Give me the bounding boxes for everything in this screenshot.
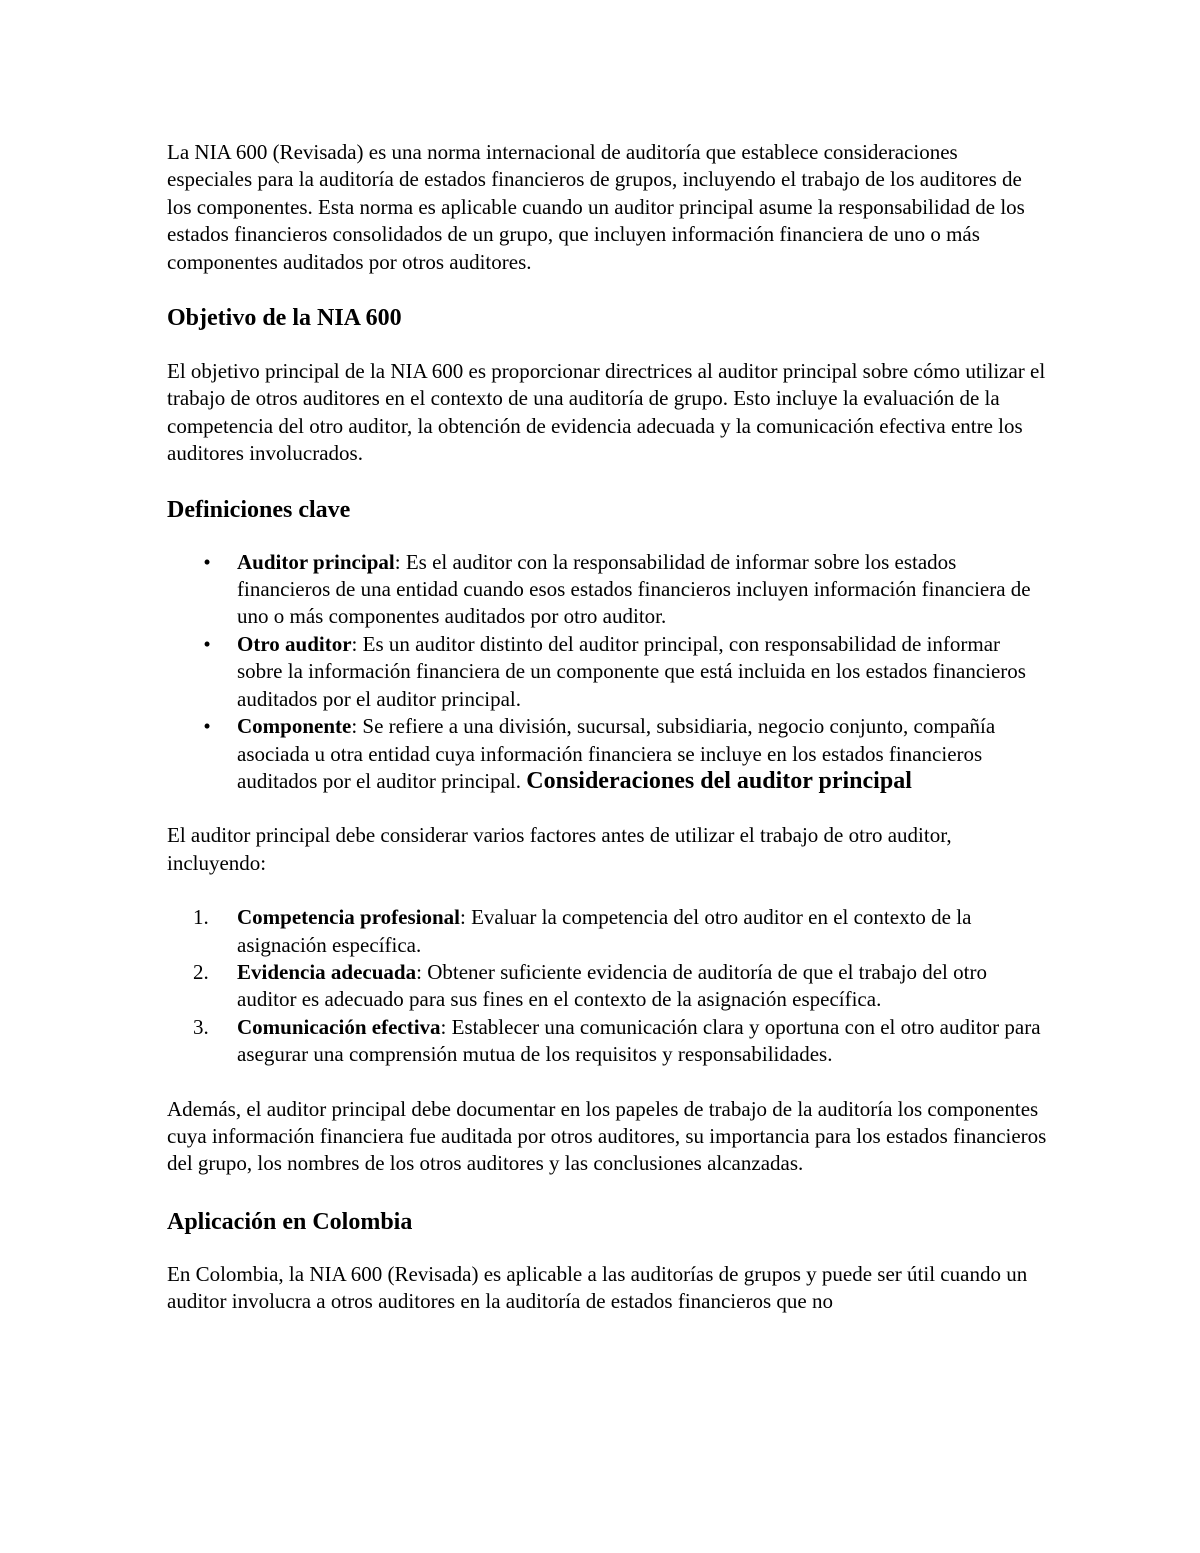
heading-consideraciones: Consideraciones del auditor principal <box>526 767 912 794</box>
document-page <box>167 139 1047 1316</box>
list-item <box>167 1014 1047 1069</box>
bullet-icon: • <box>203 714 211 739</box>
intro-paragraph: La NIA 600 (Revisada) es una norma internacional de auditoría que establece consideraciones especiales para la auditoría de estados financieros de grupos, incluyendo el trabajo de los auditores de los componentes. Esta norma es aplicable cuando un auditor principal asume la responsabilidad de los estados financieros consolidados de un grupo, que incluyen información financiera de uno o más componentes auditados por otros auditores. <box>167 140 1025 274</box>
term-comunicacion: Comunicación efectiva <box>237 1014 441 1039</box>
term-auditor-principal: Auditor principal <box>237 549 395 574</box>
definitions-list <box>167 549 1047 796</box>
list-item <box>167 631 1047 713</box>
heading-colombia: Aplicación en Colombia <box>167 1208 413 1235</box>
factors-list <box>167 904 1047 1068</box>
list-number: 3. <box>193 1014 209 1039</box>
objetivo-paragraph: El objetivo principal de la NIA 600 es proporcionar directrices al auditor principal sobre cómo utilizar el trabajo de otros auditores en el contexto de una auditoría de grupo. Esto incluye la evaluación de la competencia del otro auditor, la obtención de evidencia adecuada y la comunicación efectiva entre los auditores involucrados. <box>167 359 1046 466</box>
term-evidencia: Evidencia adecuada <box>237 959 417 984</box>
list-number: 1. <box>193 905 209 930</box>
ademas-paragraph: Además, el auditor principal debe documentar en los papeles de trabajo de la auditoría los componentes cuya información financiera fue auditada por otros auditores, su importancia para los estados financieros del grupo, los nombres de los otros auditores y las conclusiones alcanzadas. <box>167 1096 1047 1176</box>
term-competencia: Competencia profesional <box>237 905 461 930</box>
factor-text: : Evaluar la competencia del otro auditor en el contexto de la asignación específica. <box>237 905 972 957</box>
colombia-paragraph: En Colombia, la NIA 600 (Revisada) es aplicable a las auditorías de grupos y puede ser útil cuando un auditor involucra a otros auditores en la auditoría de estados financieros que no <box>167 1261 1028 1314</box>
list-item <box>167 713 1047 795</box>
factor-text: : Obtener suficiente evidencia de auditoría de que el trabajo del otro auditor es adecuado para sus fines en el contexto de la asignación específica. <box>237 959 987 1012</box>
consideraciones-paragraph: El auditor principal debe considerar varios factores antes de utilizar el trabajo de otro auditor, incluyendo: <box>167 823 952 875</box>
bullet-icon: • <box>203 549 211 574</box>
list-number: 2. <box>193 959 209 984</box>
heading-objetivo: Objetivo de la NIA 600 <box>167 305 402 332</box>
factor-text: : Establecer una comunicación clara y oportuna con el otro auditor para asegurar una comprensión mutua de los requisitos y responsabilidades. <box>237 1014 1041 1067</box>
list-item <box>167 959 1047 1014</box>
term-componente: Componente <box>237 714 352 739</box>
definition-text: : Es el auditor con la responsabilidad de informar sobre los estados financieros de una entidad cuando esos estados financieros incluyen información financiera de uno o más componentes auditados por otro auditor. <box>237 549 1031 629</box>
list-item <box>167 904 1047 959</box>
heading-definiciones: Definiciones clave <box>167 496 351 523</box>
definition-text: : Es un auditor distinto del auditor principal, con responsabilidad de informar sobre la información financiera de un componente que está incluida en los estados financieros auditados por el auditor principal. <box>237 631 1026 711</box>
list-item <box>167 549 1047 631</box>
bullet-icon: • <box>203 631 211 656</box>
definition-text: : Se refiere a una división, sucursal, subsidiaria, negocio conjunto, compañía asociada u otra entidad cuya información financiera se incluye en los estados financieros auditados por el auditor principal. <box>237 714 996 793</box>
term-otro-auditor: Otro auditor <box>237 631 352 656</box>
